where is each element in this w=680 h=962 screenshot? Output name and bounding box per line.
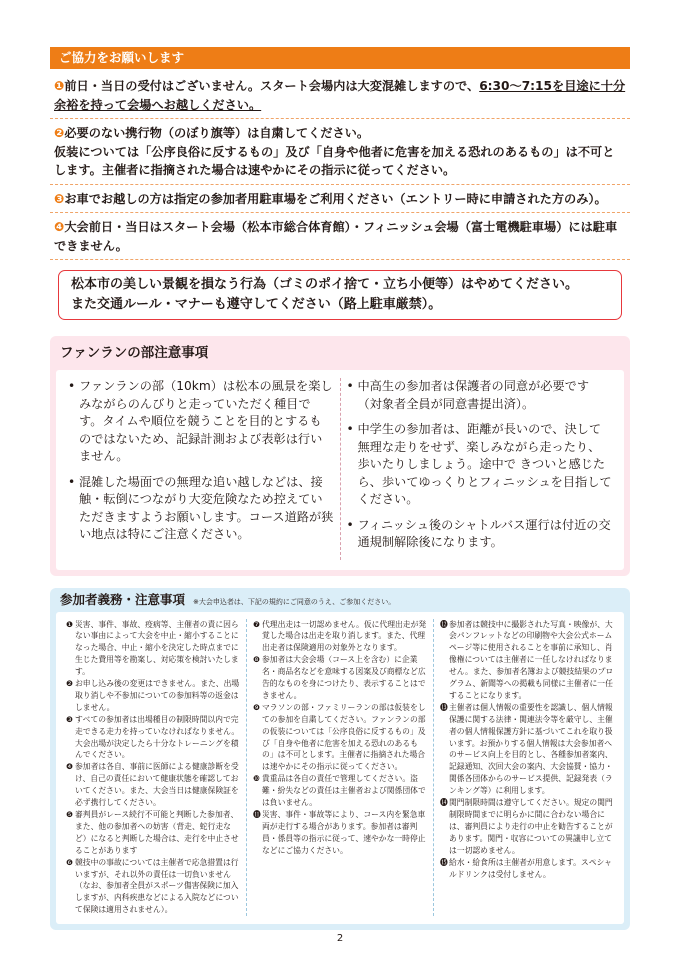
rule-text: お申し込み後の変更はできません。また、出場取り消しや不参加についての参加料等の返金はしません。 xyxy=(75,679,240,712)
rule-text: 代理出走は一切認めません。仮に代理出走が発覚した場合は出走を取り消します。また、代理出走者は保険適用の対象外となります。 xyxy=(262,619,427,653)
bullet-item: • フィニッシュ後のシャトルバス運行は付近の交通規制解除後になります。 xyxy=(347,517,613,552)
rule-text: 関門制限時間は遵守してください。規定の関門制限時間までに明らかに間に合わない場合には、審判員により走行の中止を勧告することがあります。関門・収容についての異議申し立ては一切認めません。 xyxy=(449,798,613,855)
rule-item xyxy=(253,809,427,857)
rule-number: ❼ xyxy=(253,619,260,629)
alert-line: 松本市の美しい景観を損なう行為（ゴミのポイ捨て・立ち小便等）はやめてください。 xyxy=(71,277,579,292)
rule-item xyxy=(66,809,240,857)
duties-section xyxy=(50,588,630,931)
duties-column-1 xyxy=(60,619,246,917)
funrun-left-column xyxy=(62,378,340,560)
rule-text: 貴重品は各自の責任で管理してください。盗難・紛失などの責任は主催者および関係団体では負いません。 xyxy=(262,774,426,808)
bullet-dot-icon: • xyxy=(68,474,76,489)
alert-box xyxy=(58,270,622,320)
number-marker: ❶ xyxy=(54,79,65,93)
rule-item xyxy=(66,857,240,917)
bullet-item: • ファンランの部（10km）は松本の風景を楽しみながらのんびりと走っていただく種目です。タイムや順位を競うことを目的とするものではないため、記録計測および表彰は行いません。 xyxy=(68,378,334,466)
rule-item xyxy=(440,619,614,702)
rule-item xyxy=(66,714,240,762)
rule-item xyxy=(253,702,427,773)
rule-item xyxy=(440,797,614,857)
request-underline: 6:30〜7:15を目途に十分余裕を持って会場へお越しください。 xyxy=(54,79,626,112)
request-item-3 xyxy=(50,190,630,214)
rule-number: ❾ xyxy=(253,702,260,712)
duties-title: 参加者義務・注意事項 xyxy=(60,591,186,607)
request-item-2 xyxy=(50,124,630,185)
rule-item xyxy=(66,761,240,809)
funrun-title: ファンランの部注意事項 xyxy=(60,345,209,361)
duties-column-2 xyxy=(246,619,433,917)
bullet-dot-icon: • xyxy=(346,517,354,532)
rule-item xyxy=(66,619,240,679)
rule-number: ❺ xyxy=(66,810,73,819)
request-item-4 xyxy=(50,218,630,260)
rule-number: ❷ xyxy=(66,679,73,689)
rule-item xyxy=(440,857,614,881)
bullet-dot-icon: • xyxy=(68,379,76,393)
duties-note: ※大会申込者は、下記の規約にご同意のうえ、ご参加ください。 xyxy=(193,597,396,606)
request-item-1 xyxy=(50,77,630,119)
duties-header xyxy=(56,588,624,612)
bullet-item: • 中学生の参加者は、距離が長いので、決して無理な走りをせず、楽しみながら走ったり、歩いたりしましょう。途中で きついと感じたら、歩いてゆっくりとフィニッシュを目指してください。 xyxy=(347,421,613,509)
rule-number: ❽ xyxy=(253,655,260,665)
bullet-item: • 中高生の参加者は保護者の同意が必要です（対象者全員が同意書提出済）。 xyxy=(347,378,613,413)
rule-number: ⓫ xyxy=(253,810,261,819)
rule-number: ⓯ xyxy=(440,857,448,867)
rule-text: 参加者は大会会場（コース上を含む）に企業名・商品名などを意味する図案及び商標など広告的なものを身につけたり、表示することはできません。 xyxy=(262,655,426,700)
rule-number: ❿ xyxy=(253,774,260,784)
rule-number: ⓬ xyxy=(440,619,448,629)
alert-line: また交通ルール・マナーも遵守してください（路上駐車厳禁）。 xyxy=(71,297,442,312)
rule-text: 給水・給食所は主催者が用意します。スペシャルドリンクは受付しません。 xyxy=(449,857,612,879)
rule-text: すべての参加者は出場種目の制限時間以内で完走できる走力を持っていなければなりません。大会出場が決定したら十分なトレーニングを積んでください。 xyxy=(75,714,240,760)
rule-number: ❹ xyxy=(66,762,73,772)
number-marker: ❹ xyxy=(54,220,65,234)
rule-number: ⓭ xyxy=(440,702,448,712)
rule-text: 主催者は個人情報の重要性を認識し、個人情報保護に関する法律・関連法令等を厳守し、主催者の個人情報保護方針に基づいてこれを取り扱います。お預かりする個人情報は大会参加者へのサービス向上を目的とし、各種参加者案内、記録通知、次回大会の案内、大会協賛・協力・関係各団体からのサービス提供、記録発表（ランキング等）に利用します。 xyxy=(449,702,613,796)
request-text: お車でお越しの方は指定の参加者用駐車場をご利用ください（エントリー時に申請された方のみ）。 xyxy=(64,191,607,206)
rule-text: 競技中の事故については主催者で応急措置は行いますが、それ以外の責任は一切負いません（なお、参加者全員がスポーツ傷害保険に加入しますが、内科疾患などによる入院などについて保険は適用されません）。 xyxy=(75,857,239,915)
rule-text: 審判員がレース続行不可能と判断した参加者、また、他の参加者への妨害（背走、蛇行走など）になると判断した場合は、走行を中止させることがあります xyxy=(75,810,239,855)
duties-column-3 xyxy=(433,619,620,917)
rule-number: ❸ xyxy=(66,714,73,724)
request-list xyxy=(50,77,630,260)
rule-item xyxy=(440,702,614,797)
funrun-right-column xyxy=(340,378,619,560)
rule-text: 参加者は各自、事前に医師による健康診断を受け、自己の責任において健康状態を確認しておいてください。また、大会当日は健康保険証を必ず携行してください。 xyxy=(75,762,239,808)
bullet-item: • 混雑した場面での無理な追い越しなどは、接触・転倒につながり大変危険なため控えていただきますようお願いします。コース道路が狭い地点は特にご注意ください。 xyxy=(68,474,334,544)
bullet-dot-icon: • xyxy=(346,422,354,436)
rule-text: 参加者は競技中に撮影された写真・映像が、大会パンフレットなどの印刷物や大会公式ホームページ等に使用されることを事前に承知し、肖像権については主催者に一任しなければなりません。また、参加者名簿および競技結果のプログラム、新聞等への掲載も同様に主催者に一任することになります。 xyxy=(449,619,614,700)
request-text: 前日・当日の受付はございません。スタート会場内は大変混雑しますので、 xyxy=(64,79,480,93)
rule-number: ⓮ xyxy=(440,798,448,808)
rule-text: 災害、事件、事故、疫病等、主催者の責に因らない事由によって大会を中止・縮小することになった場合、中止・縮小を決定した時点までに生じた費用等を勘案し、対応策を検討いたします。 xyxy=(75,619,239,677)
duties-body xyxy=(56,612,624,925)
request-text: 大会前日・当日はスタート会場（松本市総合体育館）・フィニッシュ会場（富士電機駐車場）には駐車できません。 xyxy=(54,220,618,253)
rule-text: 災害、事件・事故等により、コース内を緊急車両が走行する場合があります。参加者は審判員・係員等の指示に従って、速やかな一時停止などにご協力ください。 xyxy=(262,810,426,855)
page-content xyxy=(50,47,630,930)
rule-item xyxy=(253,773,427,809)
funrun-section xyxy=(50,336,630,576)
rule-item xyxy=(253,654,427,702)
rule-text: マラソンの部・ファミリーランの部は仮装をしての参加を自粛してください。ファンランの部の仮装については「公序良俗に反するもの」及び「自身や他者に危害を加える恐れのあるもの」は不可とします。主催者に指摘された場合は速やかにその指示に従ってください。 xyxy=(262,702,426,772)
page-number: 2 xyxy=(336,933,344,944)
number-marker: ❷ xyxy=(54,126,65,140)
rule-item xyxy=(66,678,240,714)
request-subtext: 仮装については「公序良俗に反するもの」及び「自身や他者に危害を加える恐れのあるもの」は不可とします。主催者に指摘された場合は速やかにその指示に従ってください。 xyxy=(54,144,615,177)
funrun-body xyxy=(56,370,624,570)
rule-number: ❶ xyxy=(66,619,73,629)
number-marker: ❸ xyxy=(54,191,65,206)
rule-number: ❻ xyxy=(66,857,73,867)
rule-item xyxy=(253,619,427,655)
request-header: ご協力をお願いします xyxy=(50,47,630,69)
request-text: 必要のない携行物（のぼり旗等）は自粛してください。 xyxy=(64,126,370,140)
bullet-dot-icon: • xyxy=(346,379,354,393)
